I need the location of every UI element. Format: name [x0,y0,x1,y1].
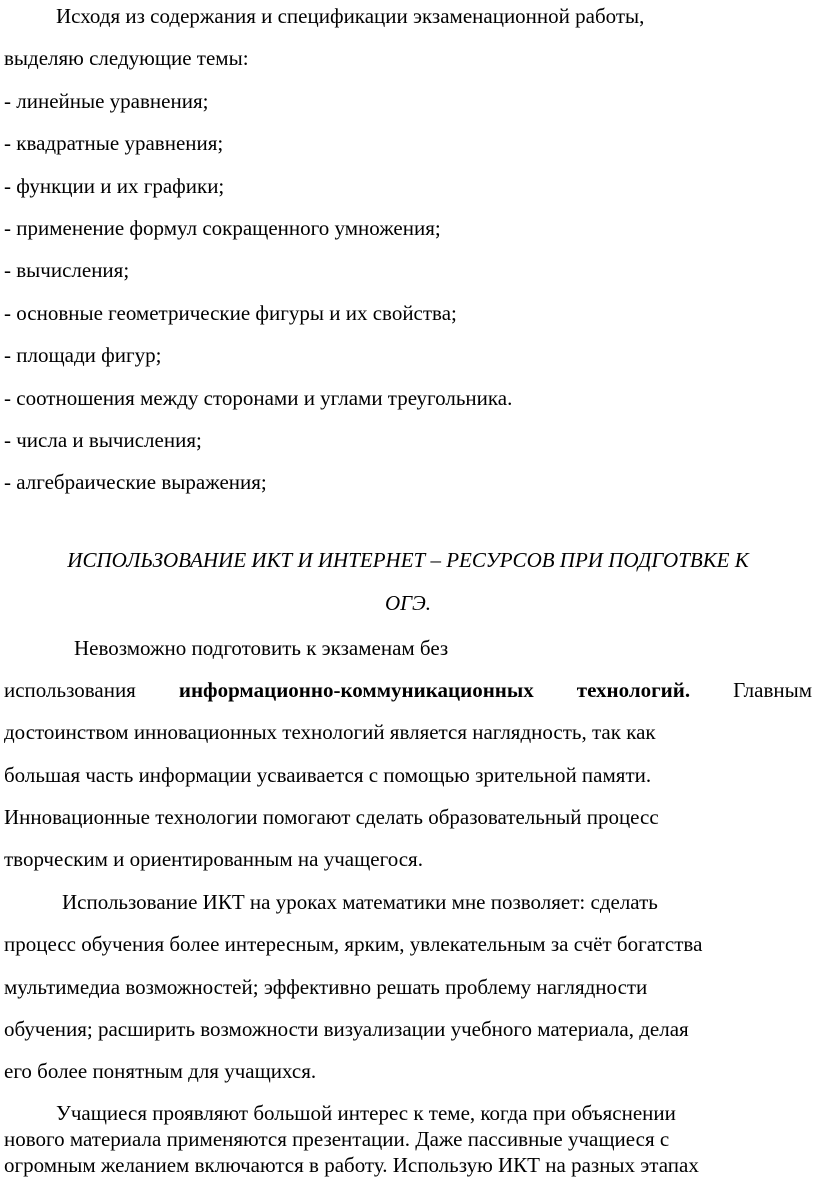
list-item: - алгебраические выражения; [4,470,267,494]
para3-line-1: Учащиеся проявляют большой интерес к теме, когда при объяснении [56,1101,676,1125]
intro-line-1: Исходя из содержания и спецификации экзаменационной работы, [56,4,645,28]
para2-line-1: Использование ИКТ на уроках математики мне позволяет: сделать [62,890,658,914]
section-heading-line-2: ОГЭ. [384,591,432,615]
list-item: - вычисления; [4,258,130,282]
para1-line-5: Инновационные технологии помогают сделать образовательный процесс [4,805,659,829]
para3-line-2: нового материала применяются презентации. Даже пассивные учащиеся с [4,1127,670,1151]
para1-line-2-end: Главным [690,678,812,702]
para3-line-3: огромным желанием включаются в работу. Использую ИКТ на разных этапах [4,1153,699,1177]
para2-line-5: его более понятным для учащихся. [4,1059,317,1083]
para2-line-2: процесс обучения более интересным, ярким, увлекательным за счёт богатства [4,932,703,956]
list-item: - площади фигур; [4,343,162,367]
para1-line-3: достоинством инновационных технологий является наглядность, так как [4,720,656,744]
list-item: - функции и их графики; [4,174,225,198]
para1-line-4: большая часть информации усваивается с помощью зрительной памяти. [4,763,652,787]
list-item: - применение формул сокращенного умножения; [4,216,441,240]
para2-line-4: обучения; расширить возможности визуализации учебного материала, делая [4,1017,689,1041]
list-item: - соотношения между сторонами и углами треугольника. [4,386,513,410]
intro-line-2: выделяю следующие темы: [4,46,249,70]
para1-line-2-start: использования [4,678,179,702]
list-item: - квадратные уравнения; [4,131,224,155]
para1-bold-term: информационно-коммуникационных технологий. [178,678,691,702]
para1-line-1: Невозможно подготовить к экзаменам без [74,636,449,660]
para1-line-2 [4,678,812,702]
list-item: - линейные уравнения; [4,89,209,113]
section-heading-line-1: ИСПОЛЬЗОВАНИЕ ИКТ И ИНТЕРНЕТ – РЕСУРСОВ ПРИ ПОДГОТВКЕ К [67,548,749,572]
list-item: - числа и вычисления; [4,428,202,452]
para2-line-3: мультимедиа возможностей; эффективно решать проблему наглядности [4,975,648,999]
para1-line-6: творческим и ориентированным на учащегося. [4,847,423,871]
list-item: - основные геометрические фигуры и их свойства; [4,301,457,325]
